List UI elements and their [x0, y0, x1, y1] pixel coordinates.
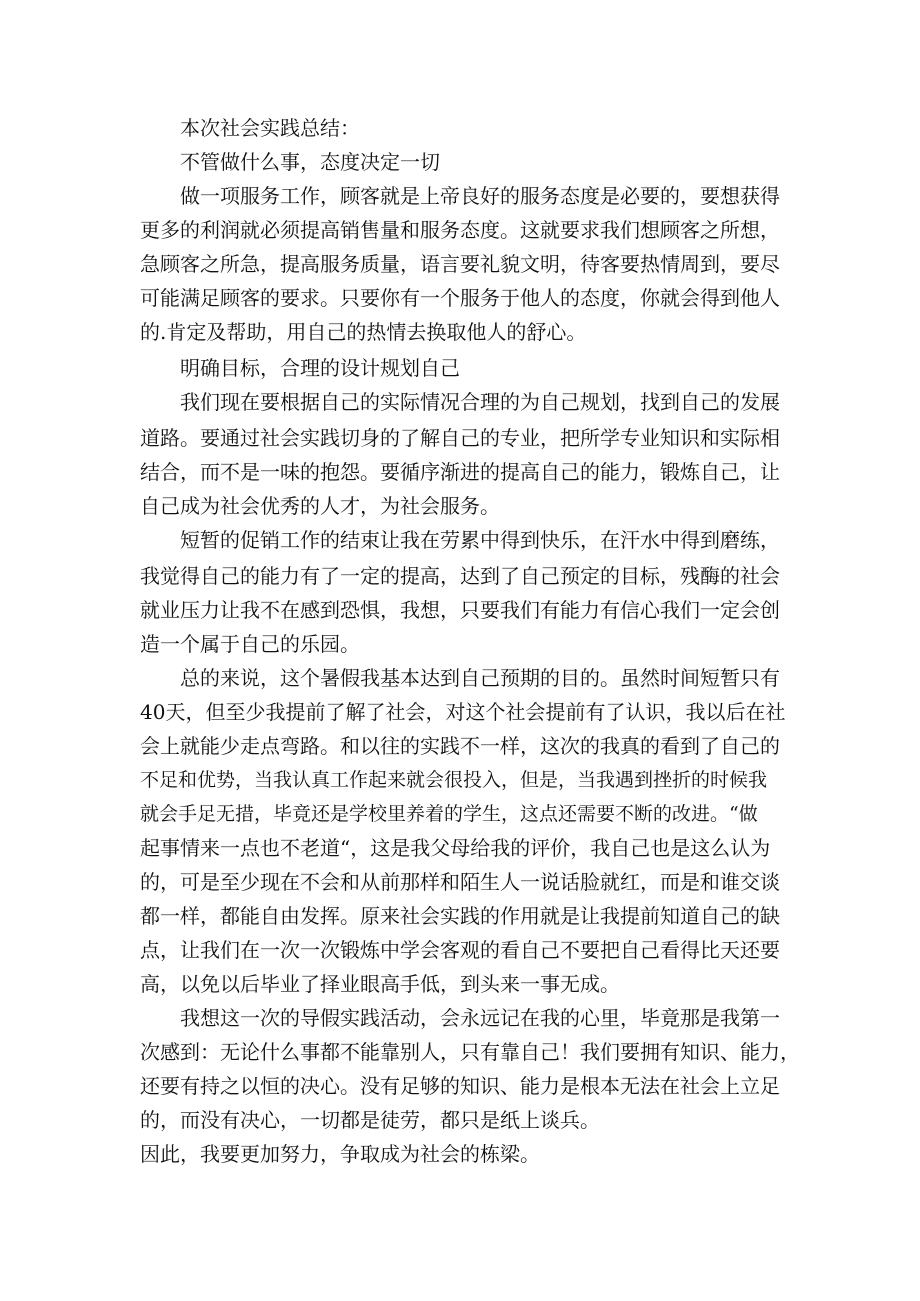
paragraph-line: 就业压力让我不在感到恐惧，我想，只要我们有能力有信心我们一定会创	[140, 598, 780, 622]
paragraph-line: 造一个属于自己的乐园。	[140, 632, 360, 656]
paragraph-line: 我们现在要根据自己的实际情况合理的为自己规划，找到自己的发展	[180, 390, 780, 414]
paragraph-line: 起事情来一点也不老道“，这是我父母给我的评价，我自己也是这么认为	[140, 836, 771, 860]
paragraph-line: 40天，但至少我提前了解了社会，对这个社会提前有了认识，我以后在社	[140, 700, 786, 724]
paragraph-line: 高，以免以后毕业了择业眼高手低，到头来一事无成。	[140, 972, 620, 996]
paragraph-line: 会上就能少走点弯路。和以往的实践不一样，这次的我真的看到了自己的	[140, 734, 780, 758]
paragraph-line: 就会手足无措，毕竟还是学校里养着的学生，这点还需要不断的改进。“做	[140, 803, 758, 825]
paragraph-line: 还要有持之以恒的决心。没有足够的知识、能力是根本无法在社会上立足	[140, 1074, 780, 1098]
paragraph-line: 的.肯定及帮助，用自己的热情去换取他人的舒心。	[140, 320, 587, 344]
section-title: 本次社会实践总结：	[180, 116, 360, 140]
paragraph-line: 短暂的促销工作的结束让我在劳累中得到快乐，在汗水中得到磨练，	[180, 528, 780, 552]
paragraph-line: 我想这一次的导假实践活动，会永远记在我的心里，毕竟那是我第一	[180, 1006, 780, 1030]
paragraph-line: 不足和优势，当我认真工作起来就会很投入，但是，当我遇到挫折的时候我	[140, 769, 768, 791]
paragraph-line: 总的来说，这个暑假我基本达到自己预期的目的。虽然时间短暂只有	[180, 666, 780, 690]
paragraph-line: 次感到：无论什么事都不能靠别人，只有靠自己！我们要拥有知识、能力，	[140, 1040, 800, 1064]
subheading-attitude: 不管做什么事，态度决定一切	[180, 150, 440, 174]
paragraph-line: 可能满足顾客的要求。只要你有一个服务于他人的态度，你就会得到他人	[140, 286, 780, 310]
paragraph-line: 的，而没有决心，一切都是徒劳，都只是纸上谈兵。	[140, 1108, 600, 1132]
paragraph-line: 做一项服务工作，顾客就是上帝良好的服务态度是必要的，要想获得	[180, 184, 780, 208]
paragraph-line: 急顾客之所急，提高服务质量，语言要礼貌文明，待客要热情周到，要尽	[140, 252, 780, 276]
closing-line: 因此，我要更加努力，争取成为社会的栋梁。	[140, 1142, 540, 1166]
paragraph-line: 结合，而不是一味的抱怨。要循序渐进的提高自己的能力，锻炼自己，让	[140, 460, 780, 484]
paragraph-line: 道路。要通过社会实践切身的了解自己的专业，把所学专业知识和实际相	[140, 426, 780, 450]
paragraph-line: 的，可是至少现在不会和从前那样和陌生人一说话脸就红，而是和谁交谈	[140, 870, 780, 894]
subheading-goals: 明确目标，合理的设计规划自己	[180, 356, 460, 380]
paragraph-line: 我觉得自己的能力有了一定的提高，达到了自己预定的目标，残酶的社会	[140, 564, 780, 588]
paragraph-line: 点，让我们在一次一次锻炼中学会客观的看自己不要把自己看得比天还要	[140, 938, 780, 962]
paragraph-line: 更多的利润就必须提高销售量和服务态度。这就要求我们想顾客之所想，	[140, 218, 780, 242]
paragraph-line: 自己成为社会优秀的人才，为社会服务。	[140, 494, 500, 518]
paragraph-line: 都一样，都能自由发挥。原来社会实践的作用就是让我提前知道自己的缺	[140, 904, 780, 928]
